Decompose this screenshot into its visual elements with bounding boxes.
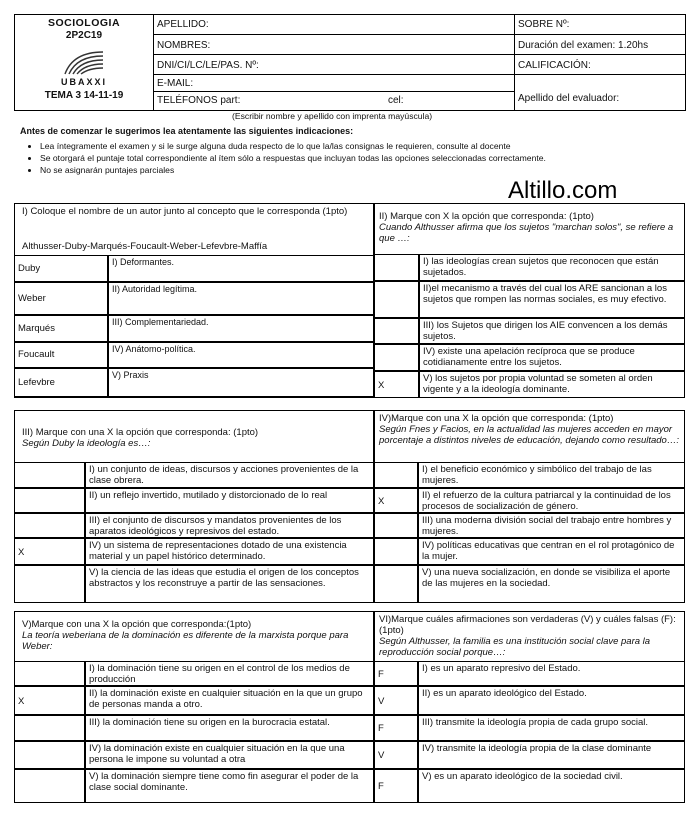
option-text-cell: III) la dominación tiene su origen en la burocracia estatal.	[85, 715, 374, 741]
option-text-cell: IV) la dominación existe en cualquier situación en la que una persona le impone su voluntad a otra	[85, 741, 374, 769]
concept-cell: V) Praxis	[108, 368, 374, 397]
option-text-cell: V) la ciencia de las ideas que estudia el origen de los conceptos abstractos y los reconstruye a partir de las sensaciones.	[85, 565, 374, 603]
option-text-cell: V) los sujetos por propia voluntad se someten al orden vigente y a la ideología dominante.	[419, 371, 685, 398]
concept-cell: IV) Anátomo-política.	[108, 342, 374, 368]
cel-label: cel:	[388, 95, 404, 106]
option-text-cell: V) la dominación siempre tiene como fin asegurar el poder de la clase social dominante.	[85, 769, 374, 803]
telefonos-label: TELÉFONOS part:	[157, 95, 241, 106]
name-caption: (Escribir nombre y apellido con imprenta mayúscula)	[232, 111, 433, 121]
answer-mark-cell[interactable]	[374, 344, 419, 371]
author-answer-cell[interactable]: Lefevbre	[14, 368, 108, 397]
concept-cell: II) Autoridad legítima.	[108, 282, 374, 315]
q3-title: III) Marque con una X la opción que corresponda: (1pto)	[22, 427, 259, 438]
instruction-item: • No se asignarán puntajes parciales	[40, 164, 684, 176]
answer-mark-cell[interactable]	[14, 513, 85, 538]
q4-subtitle: Según Fnes y Facios, en la actualidad las mujeres acceden en mayor porcentaje a distintos niveles de educación, dejando como resultado…:	[379, 424, 679, 447]
sobre-field[interactable]: SOBRE Nº:	[515, 15, 685, 35]
exam-info-fields	[515, 15, 685, 110]
option-text-cell: I) las ideologías crean sujetos que reconocen que están sujetados.	[419, 254, 685, 281]
option-text-cell: II) el refuerzo de la cultura patriarcal y la continuidad de los procesos de socialización de género.	[418, 488, 685, 513]
answer-mark-cell[interactable]: X	[14, 686, 85, 715]
nombres-field[interactable]: NOMBRES:	[154, 35, 514, 55]
option-text-cell: I) un conjunto de ideas, discursos y acciones provenientes de la clase obrera.	[85, 462, 374, 488]
ubaxxi-logo-icon	[59, 48, 109, 76]
option-text-cell: IV) un sistema de representaciones dotado de una existencia material y un papel histórico determinado.	[85, 538, 374, 565]
answer-mark-cell[interactable]	[374, 565, 418, 603]
uba-logo-block	[15, 15, 154, 110]
option-text-cell: I) la dominación tiene su origen en el control de los medios de producción	[85, 661, 374, 686]
answer-mark-cell[interactable]: X	[374, 488, 418, 513]
student-fields	[154, 15, 515, 110]
option-text-cell: II) un reflejo invertido, mutilado y distorcionado de lo real	[85, 488, 374, 513]
dni-field[interactable]: DNI/CI/LC/LE/PAS. Nº:	[154, 55, 514, 75]
q6-title: VI)Marque cuáles afirmaciones son verdaderas (V) y cuáles falsas (F):(1pto)	[379, 614, 676, 637]
option-text-cell: III) el conjunto de discursos y mandatos provenientes de los aparatos ideológicos y represivos del estado.	[85, 513, 374, 538]
exam-tema: TEMA 3 14-11-19	[44, 90, 124, 102]
answer-mark-cell[interactable]	[374, 318, 419, 344]
instructions-title: Antes de comenzar le sugerimos lea atentamente las siguientes indicaciones:	[20, 126, 354, 136]
q2-subtitle: Cuando Althusser afirma que los sujetos "marchan solos", se refiere a que …:	[379, 222, 674, 245]
exam-header	[14, 14, 686, 111]
answer-mark-cell[interactable]: V	[374, 741, 418, 769]
option-text-cell: II)el mecanismo a través del cual los ARE sancionan a los sujetos que rompen las normas sociales, es muy efectivo.	[419, 281, 685, 318]
option-text-cell: II) la dominación existe en cualquier situación en la que un grupo de personas manda a otro.	[85, 686, 374, 715]
option-text-cell: IV) existe una apelación recíproca que se produce cotidianamente entre los sujetos.	[419, 344, 685, 371]
option-text-cell: III) los Sujetos que dirigen los AIE convencen a los demás sujetos.	[419, 318, 685, 344]
apellido-field[interactable]: APELLIDO:	[154, 15, 514, 35]
answer-mark-cell[interactable]	[14, 661, 85, 686]
answer-mark-cell[interactable]	[14, 715, 85, 741]
option-text-cell: II) es un aparato ideológico del Estado.	[418, 686, 685, 715]
answer-mark-cell[interactable]	[374, 538, 418, 565]
answer-mark-cell[interactable]: X	[374, 371, 419, 398]
instruction-item: • Se otorgará el puntaje total correspondiente al ítem sólo a respuestas que incluyan todas las opciones seleccionadas correctamente.	[40, 152, 684, 164]
author-answer-cell[interactable]: Marqués	[14, 315, 108, 342]
calificacion-field[interactable]: CALIFICACIÓN:	[515, 55, 685, 75]
answer-mark-cell[interactable]: F	[374, 661, 418, 686]
answer-mark-cell[interactable]	[14, 741, 85, 769]
option-text-cell: IV) transmite la ideología propia de la clase dominante	[418, 741, 685, 769]
answer-mark-cell[interactable]: X	[14, 538, 85, 565]
answer-mark-cell[interactable]	[14, 769, 85, 803]
q2-title: II) Marque con X la opción que corresponda: (1pto)	[379, 211, 594, 222]
answer-mark-cell[interactable]: F	[374, 715, 418, 741]
q6-subtitle: Según Althusser, la familia es una institución social clave para la reproducción social porque…:	[379, 636, 651, 659]
telefonos-field[interactable]	[154, 92, 514, 110]
answer-mark-cell[interactable]: F	[374, 769, 418, 803]
q1-title: I) Coloque el nombre de un autor junto al concepto que le corresponda (1pto)	[22, 206, 348, 217]
answer-mark-cell[interactable]	[374, 281, 419, 318]
instructions-list	[24, 140, 684, 176]
email-field[interactable]: E-MAIL:	[154, 75, 514, 92]
answer-mark-cell[interactable]	[14, 488, 85, 513]
answer-mark-cell[interactable]	[14, 462, 85, 488]
author-answer-cell[interactable]: Weber	[14, 282, 108, 315]
answer-mark-cell[interactable]	[374, 254, 419, 281]
option-text-cell: V) es un aparato ideológico de la sociedad civil.	[418, 769, 685, 803]
duracion-text: Duración del examen: 1.20hs	[515, 35, 685, 55]
logo-name: UBAXXI	[60, 76, 107, 87]
q4-title: IV)Marque con una X la opción que corresponda: (1pto)	[379, 413, 614, 424]
altillo-watermark: Altillo.com	[508, 177, 618, 204]
q1-authors: Althusser-Duby-Marqués-Foucault-Weber-Lefevbre-Maffía	[22, 241, 268, 252]
q5-subtitle: La teoría weberiana de la dominación es diferente de la marxista porque para Weber:	[22, 630, 349, 653]
answer-mark-cell[interactable]: V	[374, 686, 418, 715]
option-text-cell: I) el beneficio económico y simbólico del trabajo de las mujeres.	[418, 462, 685, 488]
author-answer-cell[interactable]: Foucault	[14, 342, 108, 368]
q3-subtitle: Según Duby la ideología es…:	[22, 438, 151, 449]
answer-mark-cell[interactable]	[374, 462, 418, 488]
option-text-cell: V) una nueva socialización, en donde se visibiliza el aporte de las mujeres en la sociedad.	[418, 565, 685, 603]
option-text-cell: III) una moderna división social del trabajo entre hombres y mujeres.	[418, 513, 685, 538]
option-text-cell: III) transmite la ideología propia de cada grupo social.	[418, 715, 685, 741]
evaluador-field[interactable]: Apellido del evaluador:	[518, 93, 620, 104]
logo-title: SOCIOLOGIA	[47, 17, 121, 29]
instruction-item: • Lea íntegramente el examen y si le surge alguna duda respecto de lo que la/las consignas le requieren, consulte al docente	[40, 140, 684, 152]
concept-cell: III) Complementariedad.	[108, 315, 374, 342]
logo-code: 2P2C19	[65, 29, 103, 41]
option-text-cell: I) es un aparato represivo del Estado.	[418, 661, 685, 686]
option-text-cell: IV) políticas educativas que centran en el rol protagónico de la mujer.	[418, 538, 685, 565]
answer-mark-cell[interactable]	[14, 565, 85, 603]
concept-cell: I) Deformantes.	[108, 255, 374, 282]
author-answer-cell[interactable]: Duby	[14, 255, 108, 282]
q5-title: V)Marque con una X la opción que corresponda:(1pto)	[22, 619, 252, 630]
answer-mark-cell[interactable]	[374, 513, 418, 538]
